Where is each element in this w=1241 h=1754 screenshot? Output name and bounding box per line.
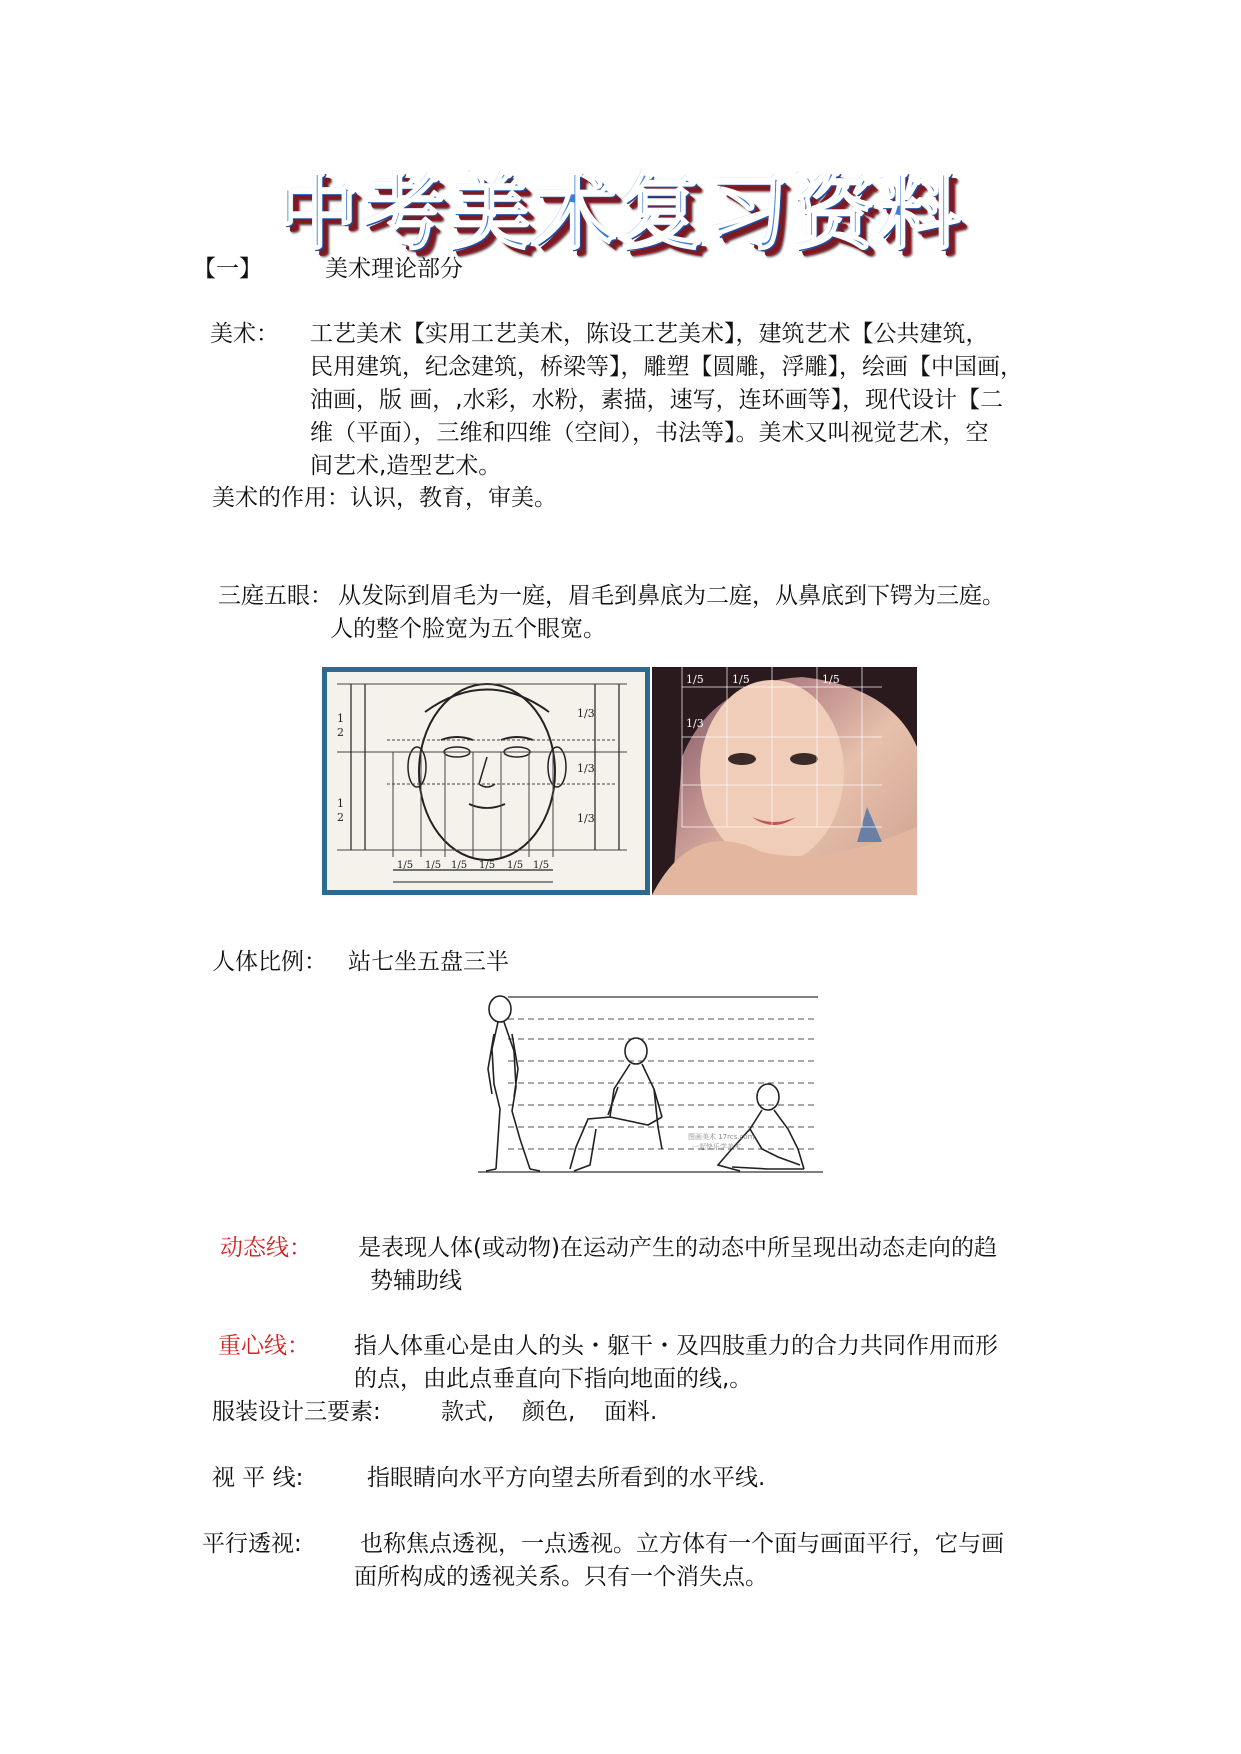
body-proportion-svg xyxy=(478,989,823,1174)
bottom-fraction: 1/5 xyxy=(425,860,442,871)
photo-label: 1/5 xyxy=(686,673,704,686)
face-sketch-diagram xyxy=(322,667,650,895)
fashion-item: 款式, xyxy=(441,1399,495,1425)
bottom-fraction: 1/5 xyxy=(479,860,496,871)
portrait-photo xyxy=(652,667,917,895)
art-function: 美术的作用：认识，教育，审美。 xyxy=(212,485,557,511)
left-fraction-num: 1 xyxy=(337,712,344,725)
bottom-fraction: 1/5 xyxy=(451,860,468,871)
body-proportion-figure xyxy=(478,989,823,1174)
bottom-fraction: 1/5 xyxy=(533,860,550,871)
dynamic-line-line1: 是表现人体(或动物)在运动产生的动态中所呈现出动态走向的趋 xyxy=(358,1235,997,1261)
eye-level-text: 指眼睛向水平方向望去所看到的水平线. xyxy=(367,1465,766,1491)
watermark-line: 图画美术 17rcs.com xyxy=(688,1133,755,1141)
gravity-line-label: 重心线： xyxy=(218,1333,310,1359)
photo-label: 1/3 xyxy=(686,717,704,730)
right-fraction: 1/3 xyxy=(577,707,595,720)
art-line: 民用建筑，纪念建筑，桥梁等】，雕塑【圆雕，浮雕】，绘画【中国画， xyxy=(310,354,1023,380)
page-title: 中考美术复习资料 xyxy=(276,166,965,261)
dynamic-line-line2: 势辅助线 xyxy=(370,1268,462,1294)
body-ratio-label: 人体比例： xyxy=(212,949,327,975)
right-fraction: 1/3 xyxy=(577,762,595,775)
section-title: 美术理论部分 xyxy=(325,256,463,282)
art-label: 美术： xyxy=(210,321,279,347)
left-fraction-den: 2 xyxy=(337,811,344,824)
art-line: 间艺术,造型艺术。 xyxy=(310,453,502,479)
gravity-line-line2: 的点，由此点垂直向下指向地面的线,。 xyxy=(354,1366,753,1392)
portrait-photo-svg xyxy=(652,667,917,895)
parallel-label: 平行透视: xyxy=(202,1531,302,1557)
art-line: 工艺美术【实用工艺美术，陈设工艺美术】，建筑艺术【公共建筑， xyxy=(310,321,989,347)
dynamic-line-label: 动态线： xyxy=(220,1235,312,1261)
left-fraction-den: 2 xyxy=(337,726,344,739)
fashion-item: 面料. xyxy=(604,1399,658,1425)
art-line: 维（平面），三维和四维（空间），书法等】。美术又叫视觉艺术，空 xyxy=(310,420,989,446)
three-five-label: 三庭五眼： xyxy=(218,583,333,609)
right-fraction: 1/3 xyxy=(577,812,595,825)
bottom-fraction: 1/5 xyxy=(507,860,524,871)
left-fraction-num: 1 xyxy=(337,797,344,810)
gravity-line-line1: 指人体重心是由人的头・躯干・及四肢重力的合力共同作用而形 xyxy=(354,1333,998,1359)
art-definition xyxy=(310,318,1070,483)
bottom-fraction: 1/5 xyxy=(397,860,414,871)
parallel-line2: 面所构成的透视关系。只有一个消失点。 xyxy=(354,1564,768,1590)
body-ratio-text: 站七坐五盘三半 xyxy=(348,949,509,975)
art-line: 油画，版 画，,水彩，水粉，素描，速写，连环画等】，现代设计【二 xyxy=(310,387,1004,413)
fashion-label: 服装设计三要素: xyxy=(212,1399,381,1425)
fashion-item: 颜色, xyxy=(522,1399,576,1425)
face-proportion-figure xyxy=(322,667,917,895)
photo-label: 1/5 xyxy=(822,673,840,686)
watermark-line: 一起快乐学美术 xyxy=(692,1143,741,1151)
eye-level-label: 视 平 线: xyxy=(212,1465,304,1491)
three-five-line1: 从发际到眉毛为一庭，眉毛到鼻底为二庭，从鼻底到下锷为三庭。 xyxy=(338,583,1005,609)
three-five-line2: 人的整个脸宽为五个眼宽。 xyxy=(330,616,606,642)
photo-label: 1/5 xyxy=(732,673,750,686)
parallel-line1: 也称焦点透视，一点透视。立方体有一个面与画面平行，它与画 xyxy=(360,1531,1004,1557)
section-number: 【一】 xyxy=(193,256,262,282)
face-sketch-svg xyxy=(327,672,645,890)
